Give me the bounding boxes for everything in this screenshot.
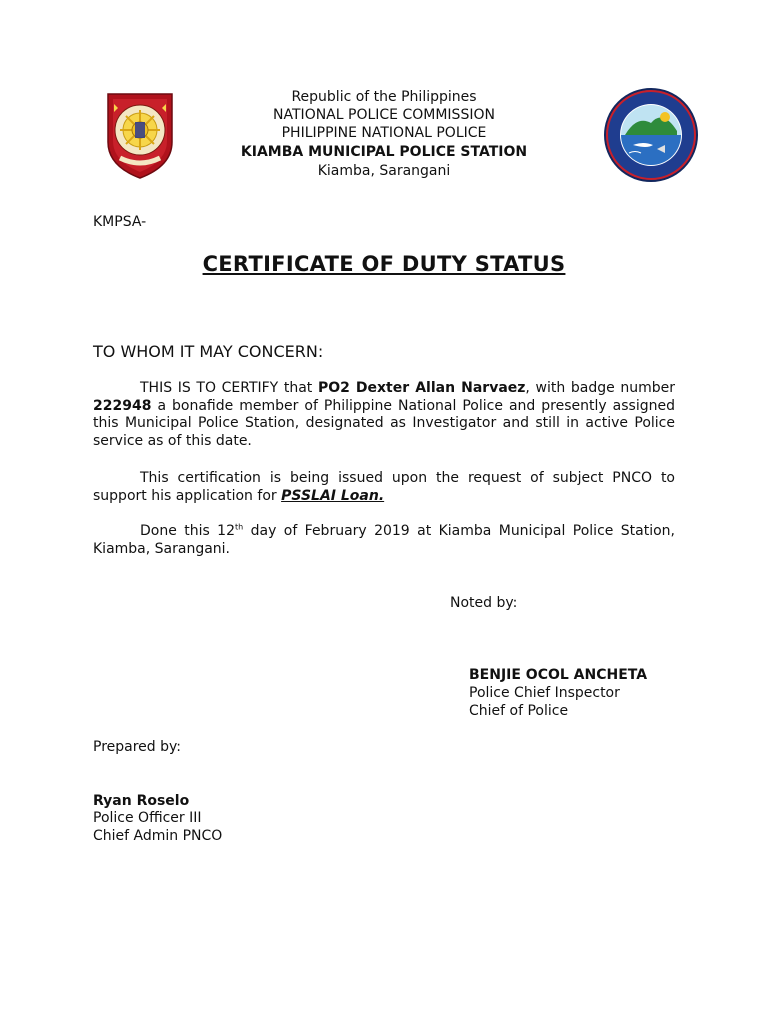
para1-text-a: THIS IS TO CERTIFY that xyxy=(140,380,318,396)
header-republic: Republic of the Philippines xyxy=(291,89,477,105)
header-location: Kiamba, Sarangani xyxy=(317,163,451,179)
loan-type: PSSLAI Loan. xyxy=(281,487,385,504)
document-title: CERTIFICATE OF DUTY STATUS xyxy=(202,252,566,276)
date-paragraph xyxy=(93,523,675,558)
request-paragraph xyxy=(93,470,675,505)
para3-text-b: day of February 2019 at Kiamba Municipal Police Station, Kiamba, Sarangani. xyxy=(93,523,676,557)
noted-by-name: BENJIE OCOL ANCHETA xyxy=(469,667,648,683)
prepared-by-label: Prepared by: xyxy=(93,739,181,755)
officer-name: PO2 Dexter Allan Narvaez xyxy=(317,380,526,396)
date-ordinal: th xyxy=(235,522,244,532)
badge-number: 222948 xyxy=(93,397,152,414)
header-pnp: PHILIPPINE NATIONAL POLICE xyxy=(281,125,487,141)
prepared-by-position: Chief Admin PNCO xyxy=(93,828,223,844)
para3-text-a: Done this 12 xyxy=(140,523,235,539)
para1-text-c: a bonafide member of Philippine National Police and presently assigned this Municipal Police Station, designated as Investigator and still in active Police service as of this date. xyxy=(93,397,675,449)
noted-by-label: Noted by: xyxy=(450,595,518,611)
prepared-by-rank: Police Officer III xyxy=(93,810,202,826)
header-station: KIAMBA MUNICIPAL POLICE STATION xyxy=(240,144,528,160)
header-napolcom: NATIONAL POLICE COMMISSION xyxy=(273,107,495,123)
prepared-by-name: Ryan Roselo xyxy=(93,793,190,809)
certification-paragraph xyxy=(93,380,675,450)
para1-text-b: , with badge number xyxy=(525,380,675,396)
para2-text-a: This certification is being issued upon the request of subject PNCO to support his application for xyxy=(93,470,675,504)
reference-number: KMPSA- xyxy=(93,214,147,230)
salutation: TO WHOM IT MAY CONCERN: xyxy=(93,342,324,361)
noted-by-rank: Police Chief Inspector xyxy=(469,685,620,701)
noted-by-position: Chief of Police xyxy=(469,703,569,719)
